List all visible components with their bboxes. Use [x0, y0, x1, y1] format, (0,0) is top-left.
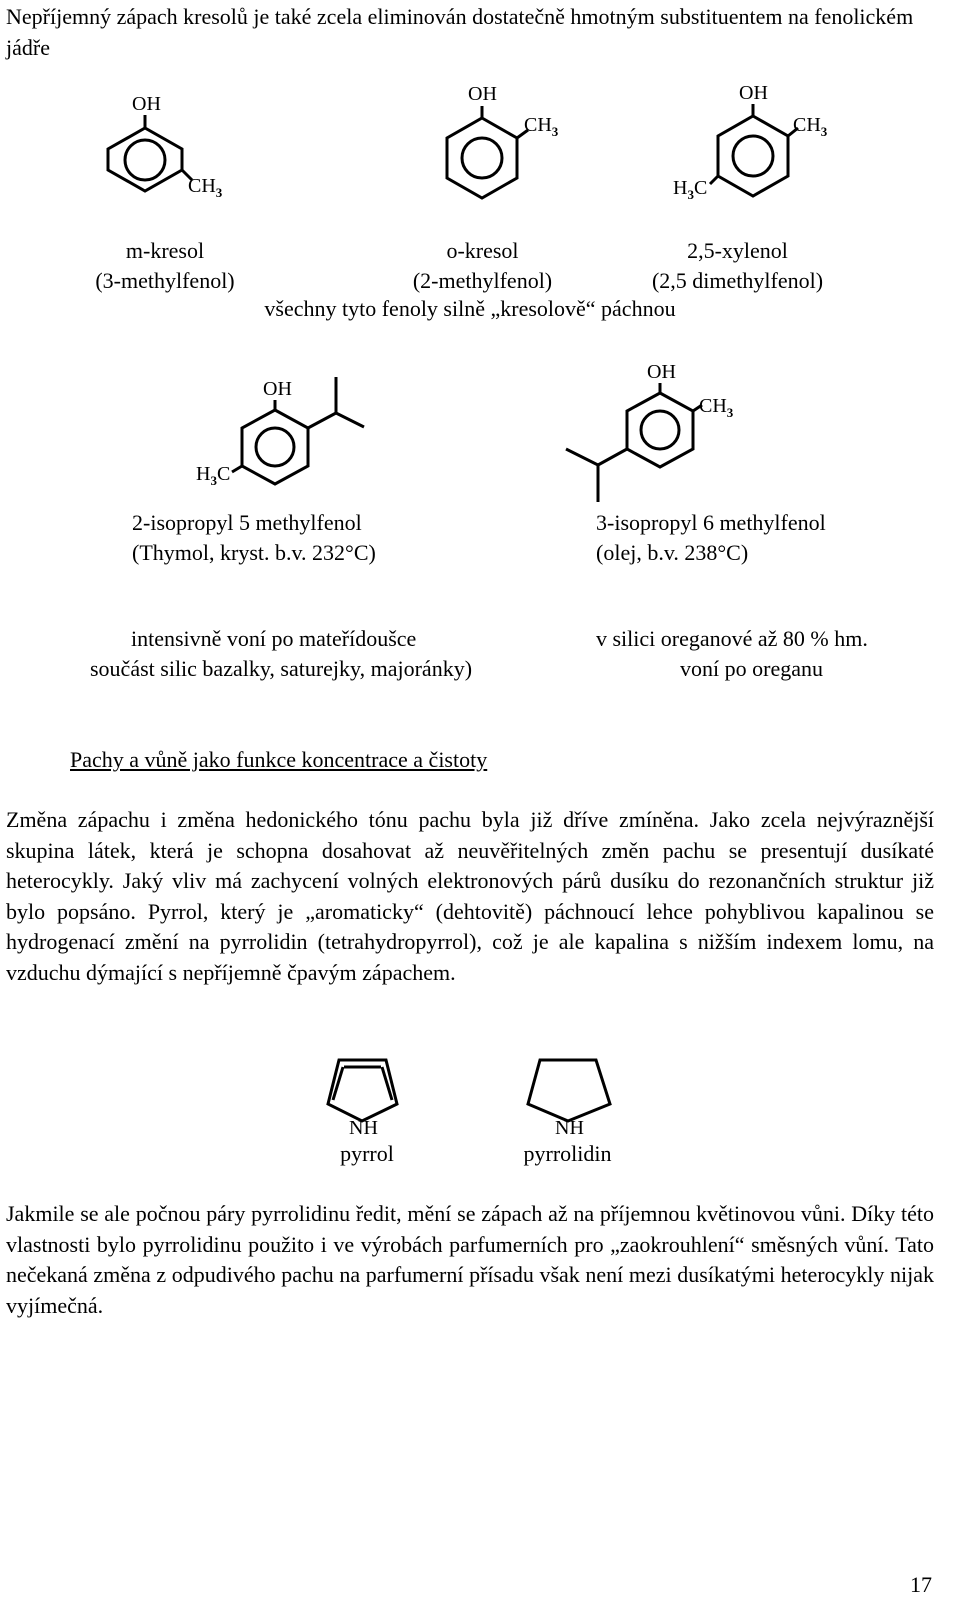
oh-label: OH [468, 83, 497, 105]
odor-thymol-2: součást silic bazalky, saturejky, majoránky) [90, 656, 473, 681]
pyrrol-structure [328, 1060, 397, 1121]
xylenol-structure [710, 104, 798, 196]
ch3-label: $CH_3$ [699, 395, 734, 420]
heterocycle-name-pyrrol: pyrrol [340, 1141, 394, 1166]
intro-text: Nepříjemný zápach kresolů je také zcela eliminován dostatečně hmotným substituentem na fenolickém jádře [6, 4, 914, 60]
oh-label: OH [263, 378, 292, 400]
oh-label: OH [647, 361, 676, 383]
compound-alt-carvacrol: (olej, b.v. 238°C) [596, 540, 749, 565]
compound-alt-xylenol: (2,5 dimethylfenol) [651, 268, 824, 293]
o-kresol-structure [447, 106, 528, 198]
compound-alt-m-kresol: (3-methylfenol) [95, 268, 235, 293]
oh-label: OH [132, 93, 161, 115]
odor-thymol-1: intensivně voní po mateřídoušce [131, 626, 417, 651]
compound-name-o-kresol: o-kresol [446, 238, 519, 263]
h3c-label: $H_3C$ [673, 177, 708, 202]
compound-alt-o-kresol: (2-methylfenol) [412, 268, 553, 293]
nh-label: NH [349, 1117, 378, 1139]
compound-alt-thymol: (Thymol, kryst. b.v. 232°C) [132, 540, 376, 565]
page-number: 17 [910, 1572, 932, 1597]
pyrrolidin-structure [528, 1060, 610, 1121]
ch3-label: $CH_3$ [188, 175, 223, 200]
nh-label: NH [555, 1117, 584, 1139]
odor-carvacrol-1: v silici oreganové až 80 % hm. [596, 626, 868, 651]
oh-label: OH [739, 82, 768, 104]
h3c-label: $H_3C$ [196, 463, 231, 488]
ch3-label: $CH_3$ [793, 114, 828, 139]
paragraph-2: Jakmile se ale počnou páry pyrrolidinu ředit, mění se zápach až na příjemnou květinovou vůni. Díky této vlastnosti bylo pyrrolidinu použito i ve výrobách parfumerních pro „zaokrouhlení“ směsných vůní. Tato nečekaná změna z odpudivého pachu na parfumerní přísadu však není mezi dusíkatými heterocykly nijak vyjímečná. [6, 1201, 934, 1318]
section-heading: Pachy a vůně jako funkce koncentrace a čistoty [70, 747, 488, 772]
paragraph-1: Změna zápachu i změna hedonického tónu pachu byla již dříve zmíněna. Jako zcela nejvýraznější skupina látek, která je schopna dosahovat až neuvěřitelných změn pachu se presentují dusíkaté heterocykly. Jaký vliv má zachycení volných elektronových párů dusíku do rezonančních struktur již bylo popsáno. Pyrrol, který je „aromaticky“ (dehtovitě) páchnoucí lehce pohyblivou kapalinou se hydrogenací změní na pyrrolidin (tetrahydropyrrol), což je ale kapalina s nižším indexem lomu, na vzduchu dýmající s nepříjemně čpavým zápachem. [6, 807, 934, 985]
m-kresol-structure [108, 115, 192, 191]
smell-note: všechny tyto fenoly silně „kresolově“ páchnou [264, 296, 676, 321]
odor-carvacrol-2: voní po oreganu [680, 656, 823, 681]
ch3-label: $CH_3$ [524, 114, 559, 139]
compound-name-m-kresol: m-kresol [125, 238, 205, 263]
carvacrol-structure [566, 383, 702, 502]
compound-name-carvacrol: 3-isopropyl 6 methylfenol [596, 510, 826, 535]
compound-name-xylenol: 2,5-xylenol [687, 238, 788, 263]
thymol-structure [232, 377, 364, 484]
compound-name-thymol: 2-isopropyl 5 methylfenol [132, 510, 362, 535]
heterocycle-name-pyrrolidin: pyrrolidin [523, 1141, 612, 1166]
